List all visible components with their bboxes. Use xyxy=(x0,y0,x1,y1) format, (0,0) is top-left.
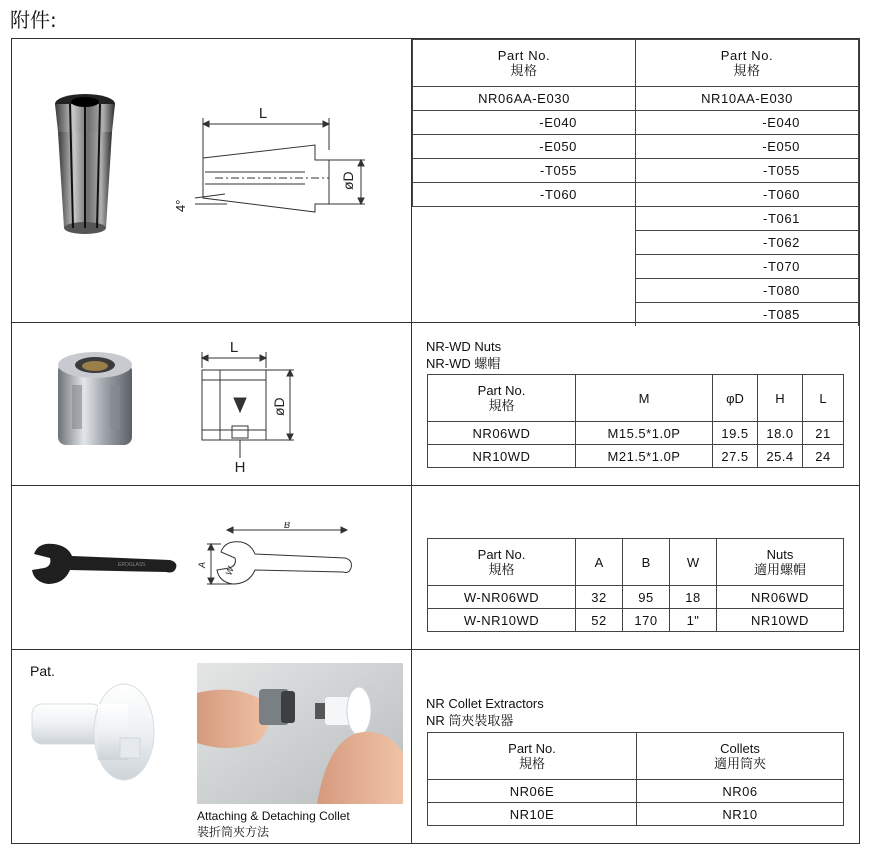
wrench-header-a: A xyxy=(576,539,623,586)
collet-length-label: L xyxy=(258,105,268,122)
collet-cell: -T080 xyxy=(636,279,859,303)
collet-cell: NR10AA-E030 xyxy=(636,87,859,111)
collet-cell: -T070 xyxy=(636,255,859,279)
collet-cell: -T062 xyxy=(636,231,859,255)
nuts-caption-zh: NR-WD 螺帽 xyxy=(426,356,501,371)
wrench-drawing xyxy=(195,522,360,597)
row-divider-2 xyxy=(11,485,860,486)
wrench-photo xyxy=(30,540,180,590)
collet-header-2: Part No. 規格 xyxy=(636,40,859,87)
extractor-caption-en: NR Collet Extractors xyxy=(426,696,544,711)
collet-diameter-label: øD xyxy=(340,171,356,190)
table-row: W-NR06WD 32 95 18 NR06WD xyxy=(428,586,844,609)
wrench-table xyxy=(427,538,844,632)
nuts-header-part: Part No. 規格 xyxy=(428,375,576,422)
table-row: NR06WD M15.5*1.0P 19.5 18.0 21 xyxy=(428,422,844,445)
patent-label: Pat. xyxy=(30,663,55,679)
table-row: NR10E NR10 xyxy=(428,803,844,826)
collet-cell: -T055 xyxy=(413,159,636,183)
nut-height-label: H xyxy=(234,459,246,475)
usage-caption-zh: 裝折筒夾方法 xyxy=(197,825,270,839)
nut-photo xyxy=(50,345,140,455)
page-title: 附件: xyxy=(10,8,57,32)
nut-length-label: L xyxy=(229,340,239,356)
wrench-w-label: W xyxy=(223,565,236,577)
collet-cell: -T060 xyxy=(413,183,636,207)
extractor-header-part: Part No. 規格 xyxy=(428,733,637,780)
wrench-header-w: W xyxy=(670,539,717,586)
collet-angle-label: 4° xyxy=(173,199,188,212)
usage-caption xyxy=(197,808,350,840)
nuts-header-m: M xyxy=(576,375,713,422)
extractor-header-collets: Collets 適用筒夾 xyxy=(637,733,844,780)
collet-cell: -E040 xyxy=(636,111,859,135)
nuts-header-l: L xyxy=(803,375,844,422)
nuts-header-d: φD xyxy=(713,375,758,422)
collet-cell: -E040 xyxy=(413,111,636,135)
nuts-table xyxy=(427,374,844,468)
collet-cell: -T060 xyxy=(636,183,859,207)
table-row: W-NR10WD 52 170 1" NR10WD xyxy=(428,609,844,632)
collet-photo xyxy=(40,90,130,240)
table-row: NR06E NR06 xyxy=(428,780,844,803)
extractor-table xyxy=(427,732,844,826)
collet-part-table xyxy=(412,39,859,326)
collet-header-1: Part No. 規格 xyxy=(413,40,636,87)
extractor-photo xyxy=(28,682,168,792)
wrench-header-nuts: Nuts 適用螺帽 xyxy=(717,539,844,586)
collet-drawing xyxy=(165,100,370,225)
table-row: NR10WD M21.5*1.0P 27.5 25.4 24 xyxy=(428,445,844,468)
extractor-caption xyxy=(426,695,544,729)
collet-cell: -T085 xyxy=(636,303,859,327)
wrench-header-part: Part No. 規格 xyxy=(428,539,576,586)
extractor-caption-zh: NR 筒夾裝取器 xyxy=(426,713,514,728)
row-divider-3 xyxy=(11,649,860,650)
collet-cell: -E050 xyxy=(636,135,859,159)
wrench-header-b: B xyxy=(623,539,670,586)
collet-cell: -T061 xyxy=(636,207,859,231)
nuts-caption xyxy=(426,338,501,372)
collet-cell: NR06AA-E030 xyxy=(413,87,636,111)
nut-drawing xyxy=(190,340,300,475)
collet-cell: -E050 xyxy=(413,135,636,159)
nut-diameter-label: øD xyxy=(271,397,287,416)
nuts-header-h: H xyxy=(758,375,803,422)
wrench-b-label: B xyxy=(283,522,291,530)
wrench-a-label: A xyxy=(197,561,207,568)
collet-cell: -T055 xyxy=(636,159,859,183)
usage-caption-en: Attaching & Detaching Collet xyxy=(197,809,350,823)
nuts-caption-en: NR-WD Nuts xyxy=(426,339,502,354)
extractor-usage-photo xyxy=(197,663,403,804)
wrench-brand-mark: EROGLASS xyxy=(118,562,146,568)
